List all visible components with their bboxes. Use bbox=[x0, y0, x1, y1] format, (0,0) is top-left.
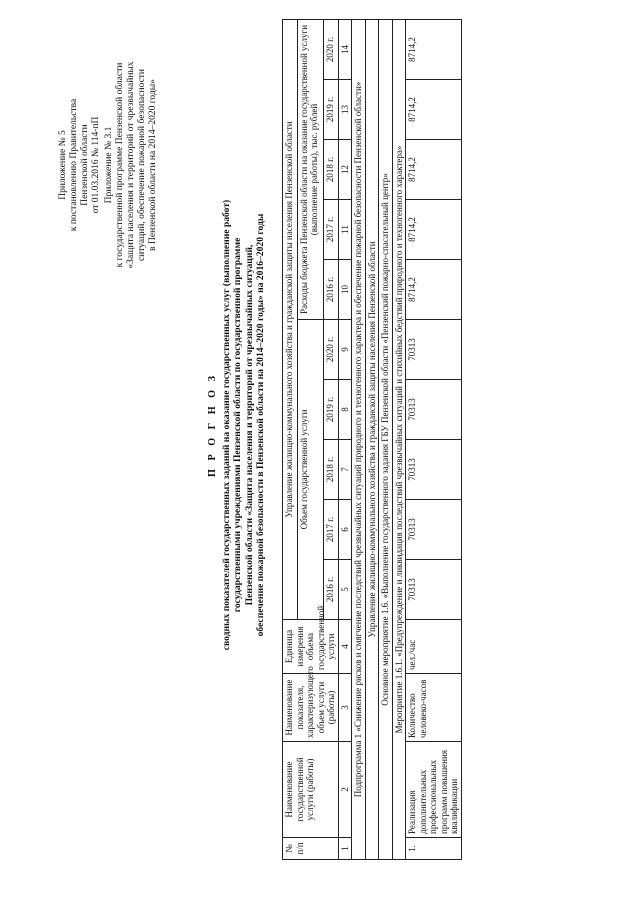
year-header: 2017 г. bbox=[323, 500, 338, 560]
header-cell-indicator: Наименование показателя, характеризующего объем услуги (работы) bbox=[283, 674, 339, 742]
title-line: государственными учреждениями Пензенской области по государственной программе bbox=[232, 237, 243, 613]
expense-cell: 8714,2 bbox=[406, 20, 462, 80]
column-number: 9 bbox=[338, 320, 352, 380]
header-cell-service-name: Наименование государственной услуги (работы) bbox=[283, 742, 339, 838]
approval-line: «Защита населения и территорий от чрезвычайных bbox=[126, 61, 136, 269]
volume-cell: 70313 bbox=[406, 500, 462, 560]
header-cell-number: № п/п bbox=[283, 838, 339, 860]
expense-cell: 8714,2 bbox=[406, 140, 462, 200]
column-number: 2 bbox=[338, 742, 352, 838]
volume-cell: 70313 bbox=[406, 320, 462, 380]
authority-row: Управление жилищно-коммунального хозяйства и гражданской защиты населения Пензенской области bbox=[365, 20, 379, 860]
column-number: 14 bbox=[338, 20, 352, 80]
column-number: 3 bbox=[338, 674, 352, 742]
approval-line: в Пензенской области на 2014–2020 годы» bbox=[148, 79, 158, 251]
year-header: 2019 г. bbox=[323, 380, 338, 440]
header-cell-expenses: Расходы бюджета Пензенской области на оказание государственной услуги (выполнение работы), тыс. рублей bbox=[297, 20, 323, 320]
column-number: 10 bbox=[338, 260, 352, 320]
title-heading: П Р О Г Н О З bbox=[207, 372, 218, 478]
volume-cell: 70313 bbox=[406, 560, 462, 620]
year-header: 2016 г. bbox=[323, 260, 338, 320]
column-number-row bbox=[338, 20, 352, 860]
approval-line: к постановлению Правительства bbox=[69, 98, 79, 232]
header-cell-unit: Единица измерения объема государственной услуги bbox=[283, 620, 339, 674]
column-number: 6 bbox=[338, 500, 352, 560]
year-header: 2019 г. bbox=[323, 80, 338, 140]
column-number: 7 bbox=[338, 440, 352, 500]
forecast-table bbox=[282, 19, 462, 860]
approval-block bbox=[58, 0, 159, 330]
year-header: 2016 г. bbox=[323, 560, 338, 620]
approval-line: к государственной программе Пензенской области bbox=[115, 62, 125, 268]
volume-cell: 70313 bbox=[406, 440, 462, 500]
volume-cell: 70313 bbox=[406, 380, 462, 440]
expense-cell: 8714,2 bbox=[406, 260, 462, 320]
row-indicator: Количество человеко-часов bbox=[406, 674, 462, 742]
column-number: 1 bbox=[338, 838, 352, 860]
column-number: 12 bbox=[338, 140, 352, 200]
year-header: 2017 г. bbox=[323, 200, 338, 260]
title-line: сводных показателей государственных заданий на оказание государственных услуг (выполнение работ) bbox=[220, 199, 232, 651]
column-number: 4 bbox=[338, 620, 352, 674]
expense-cell: 8714,2 bbox=[406, 80, 462, 140]
row-unit: чел./час bbox=[406, 620, 462, 674]
title-line: Пензенской области «Защита населения и территорий от чрезвычайных ситуаций, bbox=[243, 244, 255, 606]
header-cell-authority: Управление жилищно-коммунального хозяйства и гражданской защиты населения Пензенской области bbox=[283, 20, 298, 620]
event-row: Мероприятие 1.6.1. «Предупреждение и ликвидация последствий чрезвычайных ситуаций и стихийных бедствий природного и техногенного характера» bbox=[392, 20, 406, 860]
year-header: 2020 г. bbox=[323, 320, 338, 380]
subprogram-row: Подпрограмма 1 «Снижение рисков и смягчение последствий чрезвычайных ситуаций природного и техногенного характера и обеспечение пожарной безопасности Пензенской области» bbox=[352, 20, 366, 860]
year-header: 2018 г. bbox=[323, 440, 338, 500]
title-line: обеспечение пожарной безопасности в Пензенской области на 2014–2020 годы» на 2016–2020 годы bbox=[255, 213, 266, 637]
approval-line: ситуаций, обеспечение пожарной безопасности bbox=[137, 68, 147, 262]
expense-cell: 8714,2 bbox=[406, 200, 462, 260]
year-header: 2020 г. bbox=[323, 20, 338, 80]
approval-line: Приложение № 5 bbox=[58, 130, 68, 200]
table-row bbox=[406, 20, 462, 860]
approval-line: Пензенской области bbox=[80, 124, 90, 206]
row-number: 1. bbox=[406, 838, 462, 860]
column-number: 13 bbox=[338, 80, 352, 140]
document-title bbox=[207, 25, 267, 825]
column-number: 8 bbox=[338, 380, 352, 440]
year-header: 2018 г. bbox=[323, 140, 338, 200]
main-event-row: Основное мероприятие 1.6. «Выполнение государственного задания ГБУ Пензенской области «Пензенский пожарно-спасательный центр» bbox=[379, 20, 393, 860]
header-cell-volume: Объем государственной услуги bbox=[297, 320, 323, 620]
column-number: 5 bbox=[338, 560, 352, 620]
column-number: 11 bbox=[338, 200, 352, 260]
approval-line: от 01.03.2016 № 114-пП bbox=[91, 116, 101, 214]
approval-line: Приложение № 3.1 bbox=[104, 126, 114, 204]
row-service-name: Реализация дополнительных профессиональных программ повышения квалификации bbox=[406, 742, 462, 838]
